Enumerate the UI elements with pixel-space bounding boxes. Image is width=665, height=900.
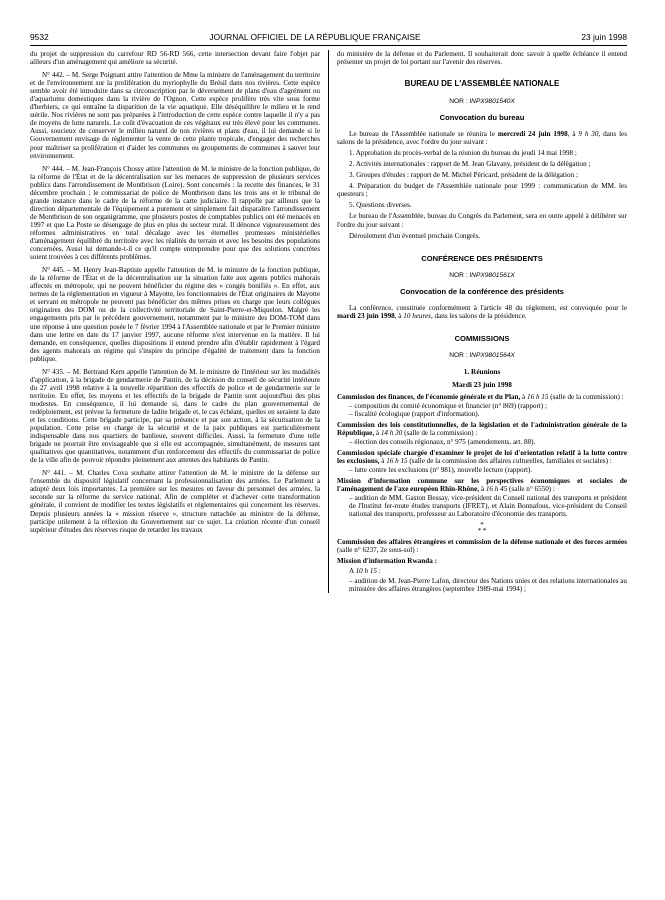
commission-title: Mission d'information commune sur les perspectives économiques et sociales de l'aménagement de l'axe européen Rhin-Rhône, à 16 h 45 (salle n° 6550) : [337, 477, 627, 494]
agenda-entry: – audition de M. Jean-Pierre Lafon, directeur des Nations unies et des relations internationales au ministère des affaires étrangères (septembre 1989-mai 1994) ; [349, 576, 628, 593]
section-separator-stars: * * * [477, 521, 487, 536]
commission-speciale [337, 449, 627, 474]
agenda-item: 2. Activités internationales : rapport de M. Jean Glavany, président de la délégation ; [349, 160, 591, 169]
commissions-heading: COMMISSIONS [454, 333, 510, 343]
bureau-heading: BUREAU DE L'ASSEMBLÉE NATIONALE [404, 79, 560, 89]
commission-agenda [337, 402, 627, 418]
commission-lois [337, 421, 627, 446]
bureau-nor: NOR : INPX9801540X [449, 98, 515, 106]
two-column-body [30, 50, 627, 593]
commission-title: Commission des lois constitutionnelles, de la législation et de l'administration générale de la République, à 14 h 30 (salle de la commission) : [337, 420, 627, 437]
bureau-convocation: Le bureau de l'Assemblée nationale se réunira le mercredi 24 juin 1998, à 9 h 30, dans les salons de la présidence, avec l'ordre du jour suivant : [337, 130, 627, 147]
agenda-item: 1. Approbation du procès-verbal de la réunion du bureau du jeudi 14 mai 1998 ; [349, 149, 577, 158]
question-445: N° 445. – M. Henry Jean-Baptiste appelle l'attention de M. le ministre de la fonction publique, de la réforme de l'État et de la décentralisation sur la situation faite aux agents publics mahorais affectés en métropole, qui ne peuvent bénéficier du régime des « congés bonifiés ». En effet, aux termes de la réglementation en vigueur à Mayotte, les fonctionnaires de l'État originaires de Mayotte et servant en métropole ne peuvent pas bénéficier des mêmes prises en charge que leurs collègues originaires des DOM ou de la collectivité territoriale de Saint-Pierre-et-Miquelon. Malgré les engagements pris par le précédent gouvernement, notamment par le ministre des DOM-TOM dans une réponse à une question posée le 7 février 1994 à l'Assemblée nationale et par le Premier ministre dans une lettre en date du 17 janvier 1997, aucune réforme n'est intervenue en la matière. Il lui demande, en conséquence, quelles dispositions il entend prendre afin d'établir rapidement à l'égard des agents mahorais un régime qui s'inspire du principe d'égalité de traitement dans la fonction publique. [30, 266, 320, 363]
meeting-date-title: Mardi 23 juin 1998 [452, 379, 512, 389]
issue-date: 23 juin 1998 [581, 32, 627, 42]
left-column [30, 50, 320, 593]
bureau-closing: Le bureau de l'Assemblée, bureau du Congrès du Parlement, sera en outre appelé à délibérer sur l'ordre du jour suivant : [337, 212, 627, 229]
commission-finances [337, 393, 627, 418]
journal-title: JOURNAL OFFICIEL DE LA RÉPUBLIQUE FRANÇAISE [209, 32, 421, 42]
mission-rhin-rhone [337, 477, 627, 518]
mission-time: A 10 h 15 : [349, 567, 381, 576]
agenda-item: 5. Questions diverses. [349, 201, 412, 210]
agenda-entry: – élection des conseils régionaux, n° 975 (amendements, art. 88). [349, 437, 536, 446]
question-435: N° 435. – M. Bertrand Kern appelle l'attention de M. le ministre de l'intérieur sur les modalités d'application, à la brigade de gendarmerie de Pantin, de la décision du conseil de sécurité intérieure du 27 avril 1998 relative à la nouvelle répartition des effectifs de police et de gendarmerie sur le territoire. En effet, les moyens et les effectifs de la brigade de Pantin sont aujourd'hui des plus modestes. En conséquence, il lui demande si, dans le cadre du plan gouvernemental de redéploiement, est prévue la fermeture de ladite brigade et, le cas échéant, quelles en seraient la date et les conditions. Cette brigade participe, par sa présence et par son action, à la sécurisation de la population. Cette prise en charge de la sécurité et de la paix publiques est particulièrement indispensable dans nos quartiers de banlieue, souvent difficiles. Aussi, la fermeture d'une telle brigade ne pourrait être envisageable que si elle est accompagnée, simultanément, de mesures tant qualitatives que quantitatives, notamment d'un renforcement des effectifs du commissariat de police de la ville afin de pouvoir répondre pleinement aux attentes des habitants de Pantin. [30, 367, 320, 465]
conference-subheading: Convocation de la conférence des présidents [400, 286, 564, 296]
commission-agenda [337, 438, 627, 446]
commission-agenda [337, 577, 627, 593]
agenda-item: 4. Préparation du budget de l'Assemblée nationale pour 1999 : communication de MM. les questeurs ; [337, 182, 627, 199]
question-444: N° 444. – M. Jean-François Chossy attire l'attention de M. le ministre de la fonction publique, de la réforme de l'État et de la décentralisation sur les menaces de suppression de plusieurs services publics dans l'arrondissement de Montbrison (Loire). Sont concernés : la recette des finances, le 31 décembre prochain ; le commissariat de police de Montbrison dans les trois ans et le tribunal de grande instance dans le cadre de la réforme de la carte judiciaire. Il rappelle par ailleurs que la direction départementale de l'équipement a purement et simplement fait disparaître l'arrondissement de Montbrison de son organigramme, que plusieurs postes de comptables publics ont été menacés en 1997 et que La Poste se désengage de plus en plus du secteur rural. Il dénonce vigoureusement des réformes administratives en total décalage avec les éternelles promesses ministérielles d'aménagement équilibré du territoire avec les réalités du terrain et avec les besoins des populations concernées. Aussi lui demande-t-il ce qu'il compte entreprendre pour que des solutions concrètes soient trouvées à ces différents problèmes. [30, 164, 320, 262]
reunions-title: 1. Réunions [463, 366, 501, 376]
conference-nor: NOR : INPX9801561X [449, 271, 515, 279]
conference-heading: CONFÉRENCE DES PRÉSIDENTS [421, 253, 543, 263]
bureau-subheading: Convocation du bureau [439, 113, 525, 123]
commission-agenda [337, 494, 627, 518]
agenda-entry: – lutte contre les exclusions (n° 981), nouvelle lecture (rapport). [349, 466, 533, 475]
agenda-entry: – composition du comité économique et financier (n° 869) (rapport) ; [349, 401, 547, 410]
question-441: N° 441. – M. Charles Cova souhaite attirer l'attention de M. le ministre de la défense sur l'ensemble du dispositif législatif concernant la professionnalisation des armées. Le Parlement a adopté deux lois importantes. La première sur les mesures en faveur du personnel des armées, la seconde sur la réforme du service national. Afin de compléter et d'achever cette transformation générale, il convient de modifier les textes législatifs et réglementaires qui concernent les réserves. Depuis plusieurs années la « mission réserve », structure rattachée au ministre de la défense, participe utilement à la réflexion du Gouvernement sur ce sujet. La création récente d'un conseil supérieur d'études des réserves risque de retarder les travaux [30, 469, 320, 534]
commission-title: Commission des affaires étrangères et commission de la défense nationale et des forces armées (salle n° 6237, 2e sous-sol) : [337, 538, 627, 555]
question-441-continuation: du ministère de la défense et du Parlement. Il souhaiterait donc savoir à quelle échéance il entend présenter un projet de loi portant sur l'avenir des réserves. [337, 50, 627, 67]
running-header [30, 32, 627, 46]
page-number: 9532 [30, 32, 49, 42]
agenda-entry: – fiscalité écologique (rapport d'information). [349, 409, 480, 418]
commission-title: Commission des finances, de l'économie générale et du Plan, à 16 h 15 (salle de la commission) : [337, 392, 624, 401]
mission-rwanda-title: Mission d'information Rwanda : [337, 557, 438, 566]
question-442: N° 442. – M. Serge Poignant attire l'attention de Mme la ministre de l'aménagement du territoire et de l'environnement sur la prolifération du myriophylle du Brésil dans nos rivières. Cette espèce semble avoir été introduite dans sa circonscription par le déversement de plans d'eau d'agrément ou d'aquariums domestiques dans la rivière de l'Ognon. Cette espèce prolifère très vite sous forme d'herbiers, ce qui entraîne la disparition de la vie aquatique. Elle déséquilibre le milieu et le rend stérile. Nos rivières ne sont pas préparées à l'introduction de cette espèce contre laquelle il n'y a pas de moyens de lutte naturels. Le coût d'évacuation de ces végétaux est très élevé pour les communes. Aussi, soucieux de conserver le milieu naturel de nos rivières et plans d'eau, il lui demande si le Gouvernement envisage de réglementer la vente de cette plante tropicale, d'engager des recherches pour maîtriser sa prolifération et d'aider les communes ou groupements de communes à sauver leur environnement. [30, 71, 320, 160]
bureau-closing-item: Déroulement d'un éventuel prochain Congrès. [349, 231, 481, 240]
right-column [337, 50, 627, 593]
commissions-nor: NOR : INPX9801564X [449, 351, 515, 359]
commission-defense [337, 538, 627, 592]
conference-convocation: La conférence, constituée conformément à l'article 48 du règlement, est convoquée pour le mardi 23 juin 1998, à 10 heures, dans les salons de la présidence. [337, 303, 627, 320]
commission-title: Commission spéciale chargée d'examiner le projet de loi d'orientation relatif à la lutte contre les exclusions, à 16 h 15 (salle de la commission des affaires culturelles, familiales et sociales) : [337, 448, 627, 466]
agenda-item: 3. Groupes d'études : rapport de M. Michel Péricard, président de la délégation ; [349, 171, 578, 180]
commission-agenda [337, 466, 627, 474]
question-continuation: du projet de suppression du carrefour RD 56-RD 566, cette intersection devant faire l'objet par ailleurs d'un aménagement qui améliore sa sécurité. [30, 50, 320, 67]
agenda-entry: – audition de MM. Gaston Bessay, vice-président du Conseil national des transports et président de l'Institut fer-route études transports (IFRET), et Alain Bonnafous, vice-président du Conseil national des transports, professeur au Laboratoire d'économie des transports. [349, 494, 627, 519]
